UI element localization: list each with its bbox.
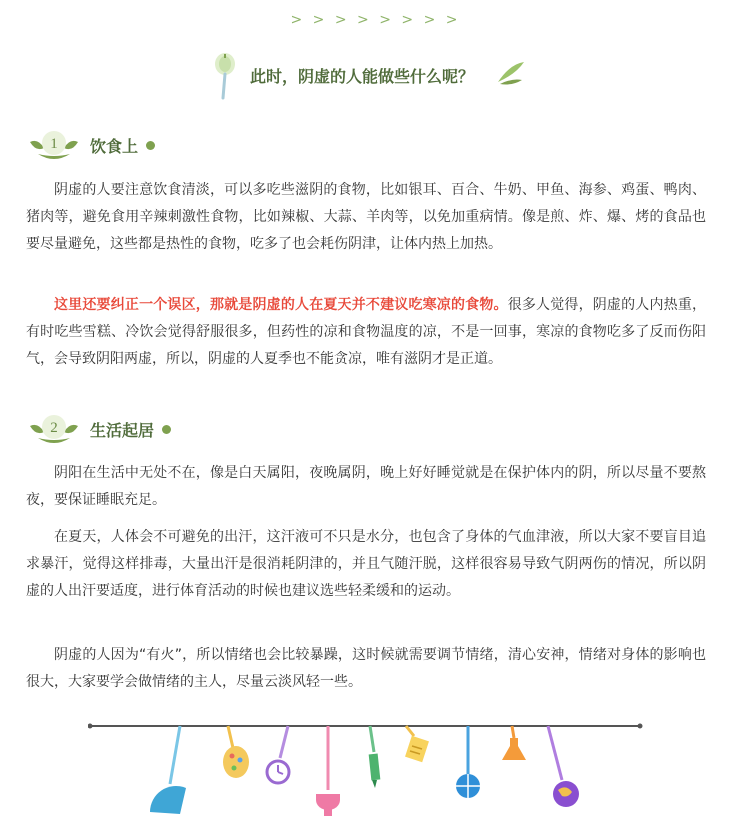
notepad-icon	[405, 726, 429, 762]
section-dot-icon	[162, 425, 171, 434]
section-2-header	[26, 412, 326, 448]
section-1-header	[26, 128, 326, 164]
section-2-paragraph-1: 阴阳在生活中无处不在，像是白天属阳，夜晚属阴，晚上好好睡觉就是在保护体内的阴，所以尽量不要熬夜，要保证睡眠充足。	[26, 465, 706, 508]
svg-text:1: 1	[50, 136, 58, 152]
heading-title: 此时，阴虚的人能做些什么呢？	[250, 67, 475, 86]
basketball-icon	[456, 726, 480, 798]
number-badge-1-icon	[26, 128, 82, 162]
svg-text:2: 2	[50, 420, 58, 436]
number-badge-2-icon	[26, 412, 82, 446]
section-1-highlight-paragraph	[26, 292, 706, 373]
section-2-paragraph-2: 在夏天，人体会不可避免的出汗，这汗液可不只是水分，也包含了身体的气血津液，所以大家不要盲目追求暴汗，觉得这样排毒，大量出汗是很消耗阴津的，并且气随汗脱，这样很容易导致气阴两伤的情况，所以阴虚的人出汗要适度，进行体育活动的时候也建议选些轻柔缓和的运动。	[26, 529, 706, 599]
globe-icon	[548, 726, 579, 807]
pencil-icon	[369, 726, 381, 788]
clock-icon	[267, 726, 289, 783]
trophy-icon	[316, 726, 340, 816]
highlight-rest-text: 很多人觉得，阴虚的人内热重，有时吃些雪糕、冷饮会觉得舒服很多，但药性的凉和食物温度的凉，不是一回事，寒凉的食物吃多了反而伤阳气，会导致阴阳两虚，所以，阴虚的人夏季也不能贪凉，唯有滋阴才是正道。	[26, 297, 706, 367]
bamboo-leaf-icon	[496, 60, 526, 86]
wind-chime-icon	[208, 52, 242, 100]
section-heading	[0, 52, 751, 100]
section-1-paragraph-1: 阴虚的人要注意饮食清淡，可以多吃些滋阴的食物，比如银耳、百合、牛奶、甲鱼、海参、鸡蛋、鸭肉、猪肉等，避免食用辛辣刺激性食物，比如辣椒、大蒜、羊肉等，以免加重病情。像是煎、炸、爆、烤的食品也要尽量避免，这些都是热性的食物，吃多了也会耗伤阴津，让体内热上加热。	[26, 182, 706, 252]
protractor-icon	[150, 726, 186, 814]
section-2-paragraph-3: 阴虚的人因为“有火”，所以情绪也会比较暴躁，这时候就需要调节情绪，清心安神，情绪对身体的影响也很大，大家要学会做情绪的主人，尽量云淡风轻一些。	[26, 647, 706, 690]
section-dot-icon	[146, 141, 155, 150]
palette-icon	[223, 726, 249, 778]
section-2-title: 生活起居	[90, 418, 171, 441]
top-arrow-divider: > > > > > > > >	[290, 12, 461, 28]
highlight-red-text: 这里还要纠正一个误区，那就是阴虚的人在夏天并不建议吃寒凉的食物。	[54, 297, 508, 313]
section-1-title: 饮食上	[90, 134, 155, 157]
flask-icon	[502, 726, 526, 760]
hanging-ornaments-decoration	[88, 718, 648, 818]
